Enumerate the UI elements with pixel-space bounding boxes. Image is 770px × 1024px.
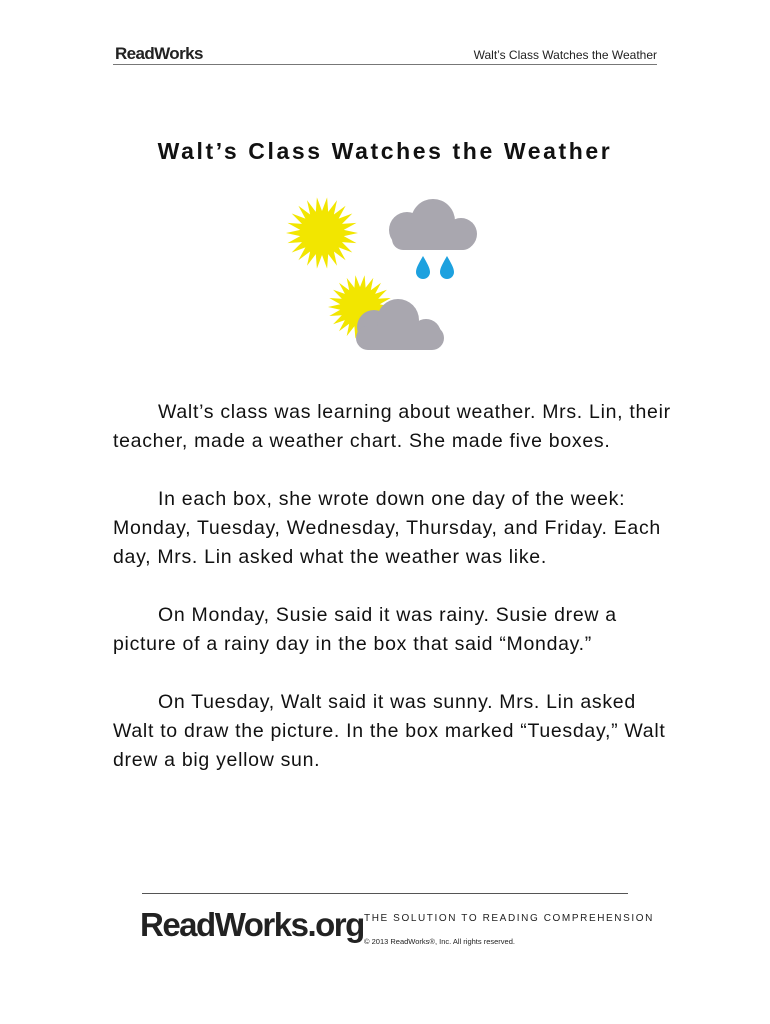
footer-tagline: THE SOLUTION TO READING COMPREHENSION: [364, 913, 654, 924]
paragraph: Walt’s class was learning about weather. Mrs. Lin, their teacher, made a weather chart. She made five boxes.: [113, 401, 671, 452]
sun-icon: [286, 197, 358, 268]
footer-logo: ReadWorks.org: [140, 906, 364, 943]
story-text: [113, 398, 673, 804]
header-divider: [113, 64, 657, 65]
paragraph: In each box, she wrote down one day of the week: Monday, Tuesday, Wednesday, Thursday, and Friday. Each day, Mrs. Lin asked what the weather was like.: [113, 488, 661, 568]
page-title: Walt’s Class Watches the Weather: [157, 138, 613, 164]
footer-divider: [142, 893, 628, 894]
paragraph: On Monday, Susie said it was rainy. Susie drew a picture of a rainy day in the box that said “Monday.”: [113, 604, 617, 655]
rain-cloud-icon: [389, 199, 477, 279]
paragraph: On Tuesday, Walt said it was sunny. Mrs. Lin asked Walt to draw the picture. In the box marked “Tuesday,” Walt drew a big yellow sun.: [113, 691, 666, 771]
weather-illustration: [280, 190, 490, 360]
footer-copyright: © 2013 ReadWorks®, Inc. All rights reserved.: [364, 937, 515, 946]
header-doc-title: Walt’s Class Watches the Weather: [473, 48, 657, 62]
sun-behind-cloud-icon: [328, 275, 444, 350]
header-logo: ReadWorks: [115, 44, 203, 63]
